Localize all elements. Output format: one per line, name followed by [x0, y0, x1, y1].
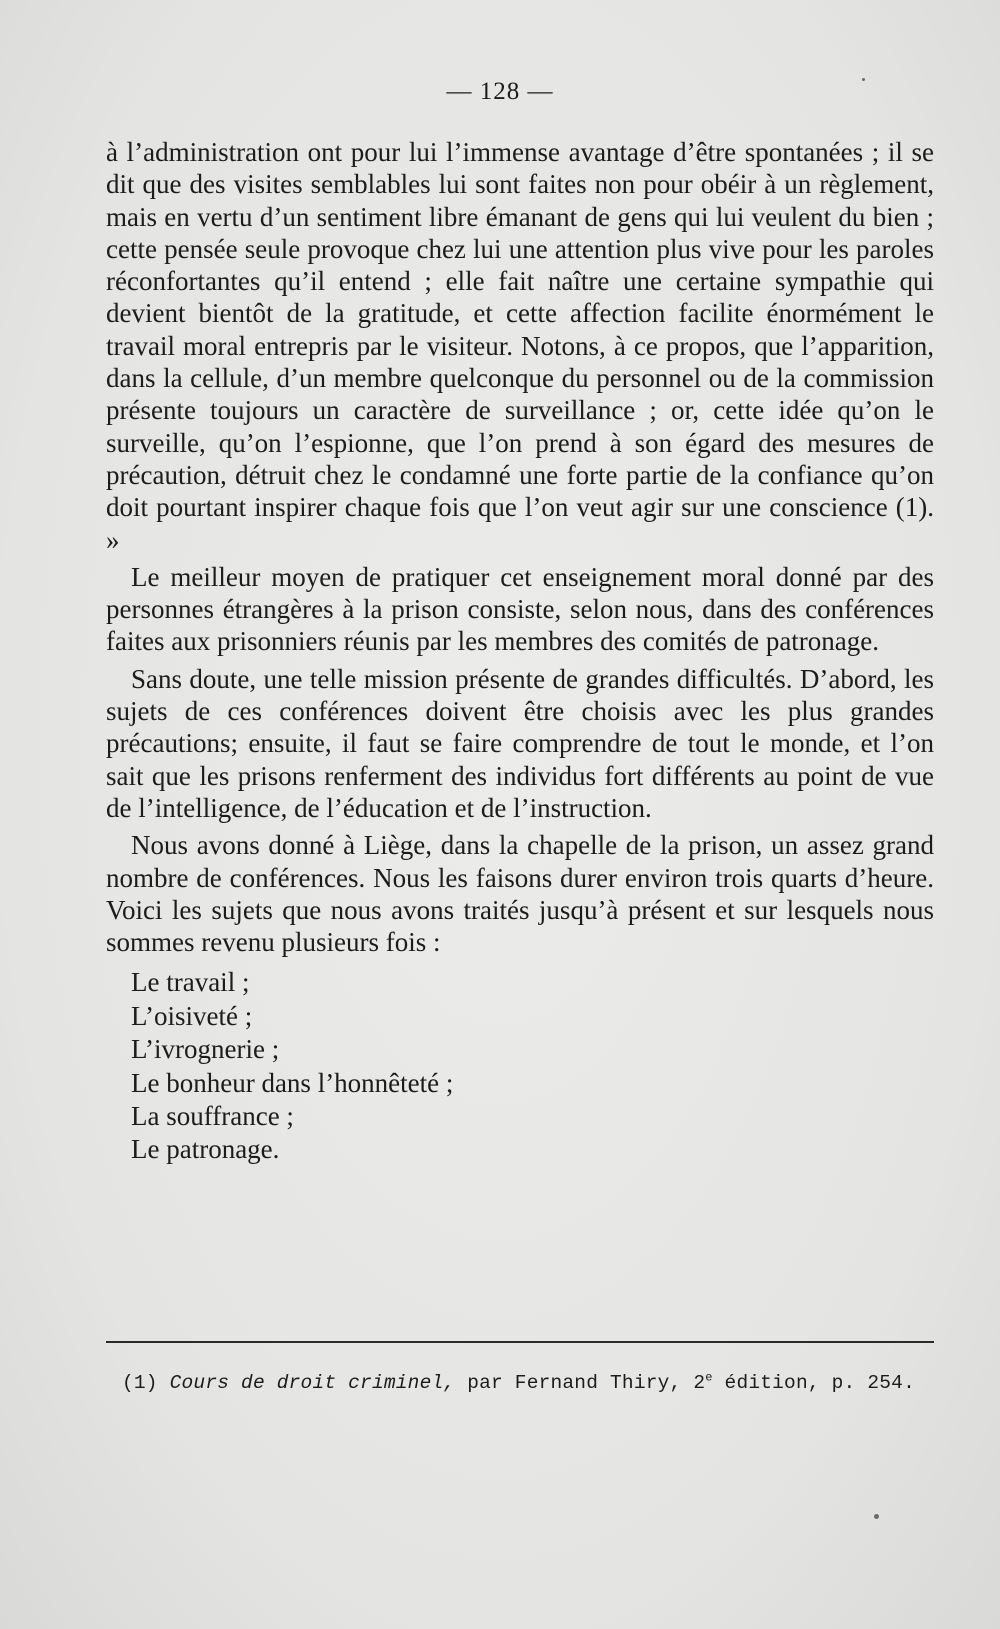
paragraph-difficulties: Sans doute, une telle mission présente de grandes difficultés. D’abord, les sujets de ces conférences doivent être choisis avec les plus grandes précautions; ensuite, il faut se faire comprendre de tout le monde, et l’on sait que les prisons renferment des individus fort différents au point de vue de l’intelligence, de l’éducation et de l’instruction.	[106, 663, 934, 823]
footnote-book-title: Cours de droit criminel,	[169, 1372, 456, 1394]
main-text	[106, 136, 934, 1167]
paragraph-liege-conferences: Nous avons donné à Liège, dans la chapelle de la prison, un assez grand nombre de conférences. Nous les faisons durer environ trois quarts d’heure. Voici les sujets que nous avons traités jusqu’à présent et sur lesquels nous sommes revenu plusieurs fois :	[106, 830, 934, 958]
paragraph-conferences-intro: Le meilleur moyen de pratiquer cet enseignement moral donné par des personnes étrangères à la prison consiste, selon nous, dans des conférences faites aux prisonniers réunis par les membres des comités de patronage.	[106, 561, 934, 657]
conference-topics-list	[106, 966, 934, 1166]
topic-item: Le travail ;	[131, 967, 250, 998]
topic-item: Le patronage.	[131, 1134, 280, 1165]
footnote-marker: (1)	[122, 1372, 158, 1394]
footnote-divider	[106, 1341, 934, 1343]
footnote-text: par Fernand Thiry, 2	[467, 1372, 706, 1394]
paragraph-continuation: à l’administration ont pour lui l’immense avantage d’être spontanées ; il se dit que des visites semblables lui sont faites non pour obéir à un règlement, mais en vertu d’un sentiment libre émanant de gens qui lui veulent du bien ; cette pensée seule provoque chez lui une attention plus vive pour les paroles réconfortantes qu’il entend ; elle fait naître une certaine sympathie qui devient bientôt de la gratitude, et cette affection facilite énormément le travail moral entrepris par le visiteur. Notons, à ce propos, que l’apparition, dans la cellule, d’un membre quelconque du personnel ou de la commission présente toujours un caractère de surveillance ; or, cette idée qu’on le surveille, qu’on l’espionne, que l’on prend à son égard des mesures de précaution, détruit chez le condamné une forte partie de la confiance qu’on doit pourtant inspirer chaque fois que l’on veut agir sur une conscience (1). »	[106, 137, 934, 555]
paper-speck	[862, 78, 865, 81]
topic-item: Le bonheur dans l’honnêteté ;	[131, 1067, 454, 1098]
paper-speck	[874, 1514, 879, 1519]
footnote	[122, 1372, 922, 1394]
footnote-text-end: édition, p. 254.	[712, 1372, 915, 1394]
topic-item: L’oisiveté ;	[131, 1000, 253, 1031]
footnote-superscript: e	[705, 1370, 713, 1385]
topic-item: La souffrance ;	[131, 1101, 294, 1132]
topic-item: L’ivrognerie ;	[131, 1034, 280, 1065]
page-number: — 128 —	[446, 78, 554, 105]
